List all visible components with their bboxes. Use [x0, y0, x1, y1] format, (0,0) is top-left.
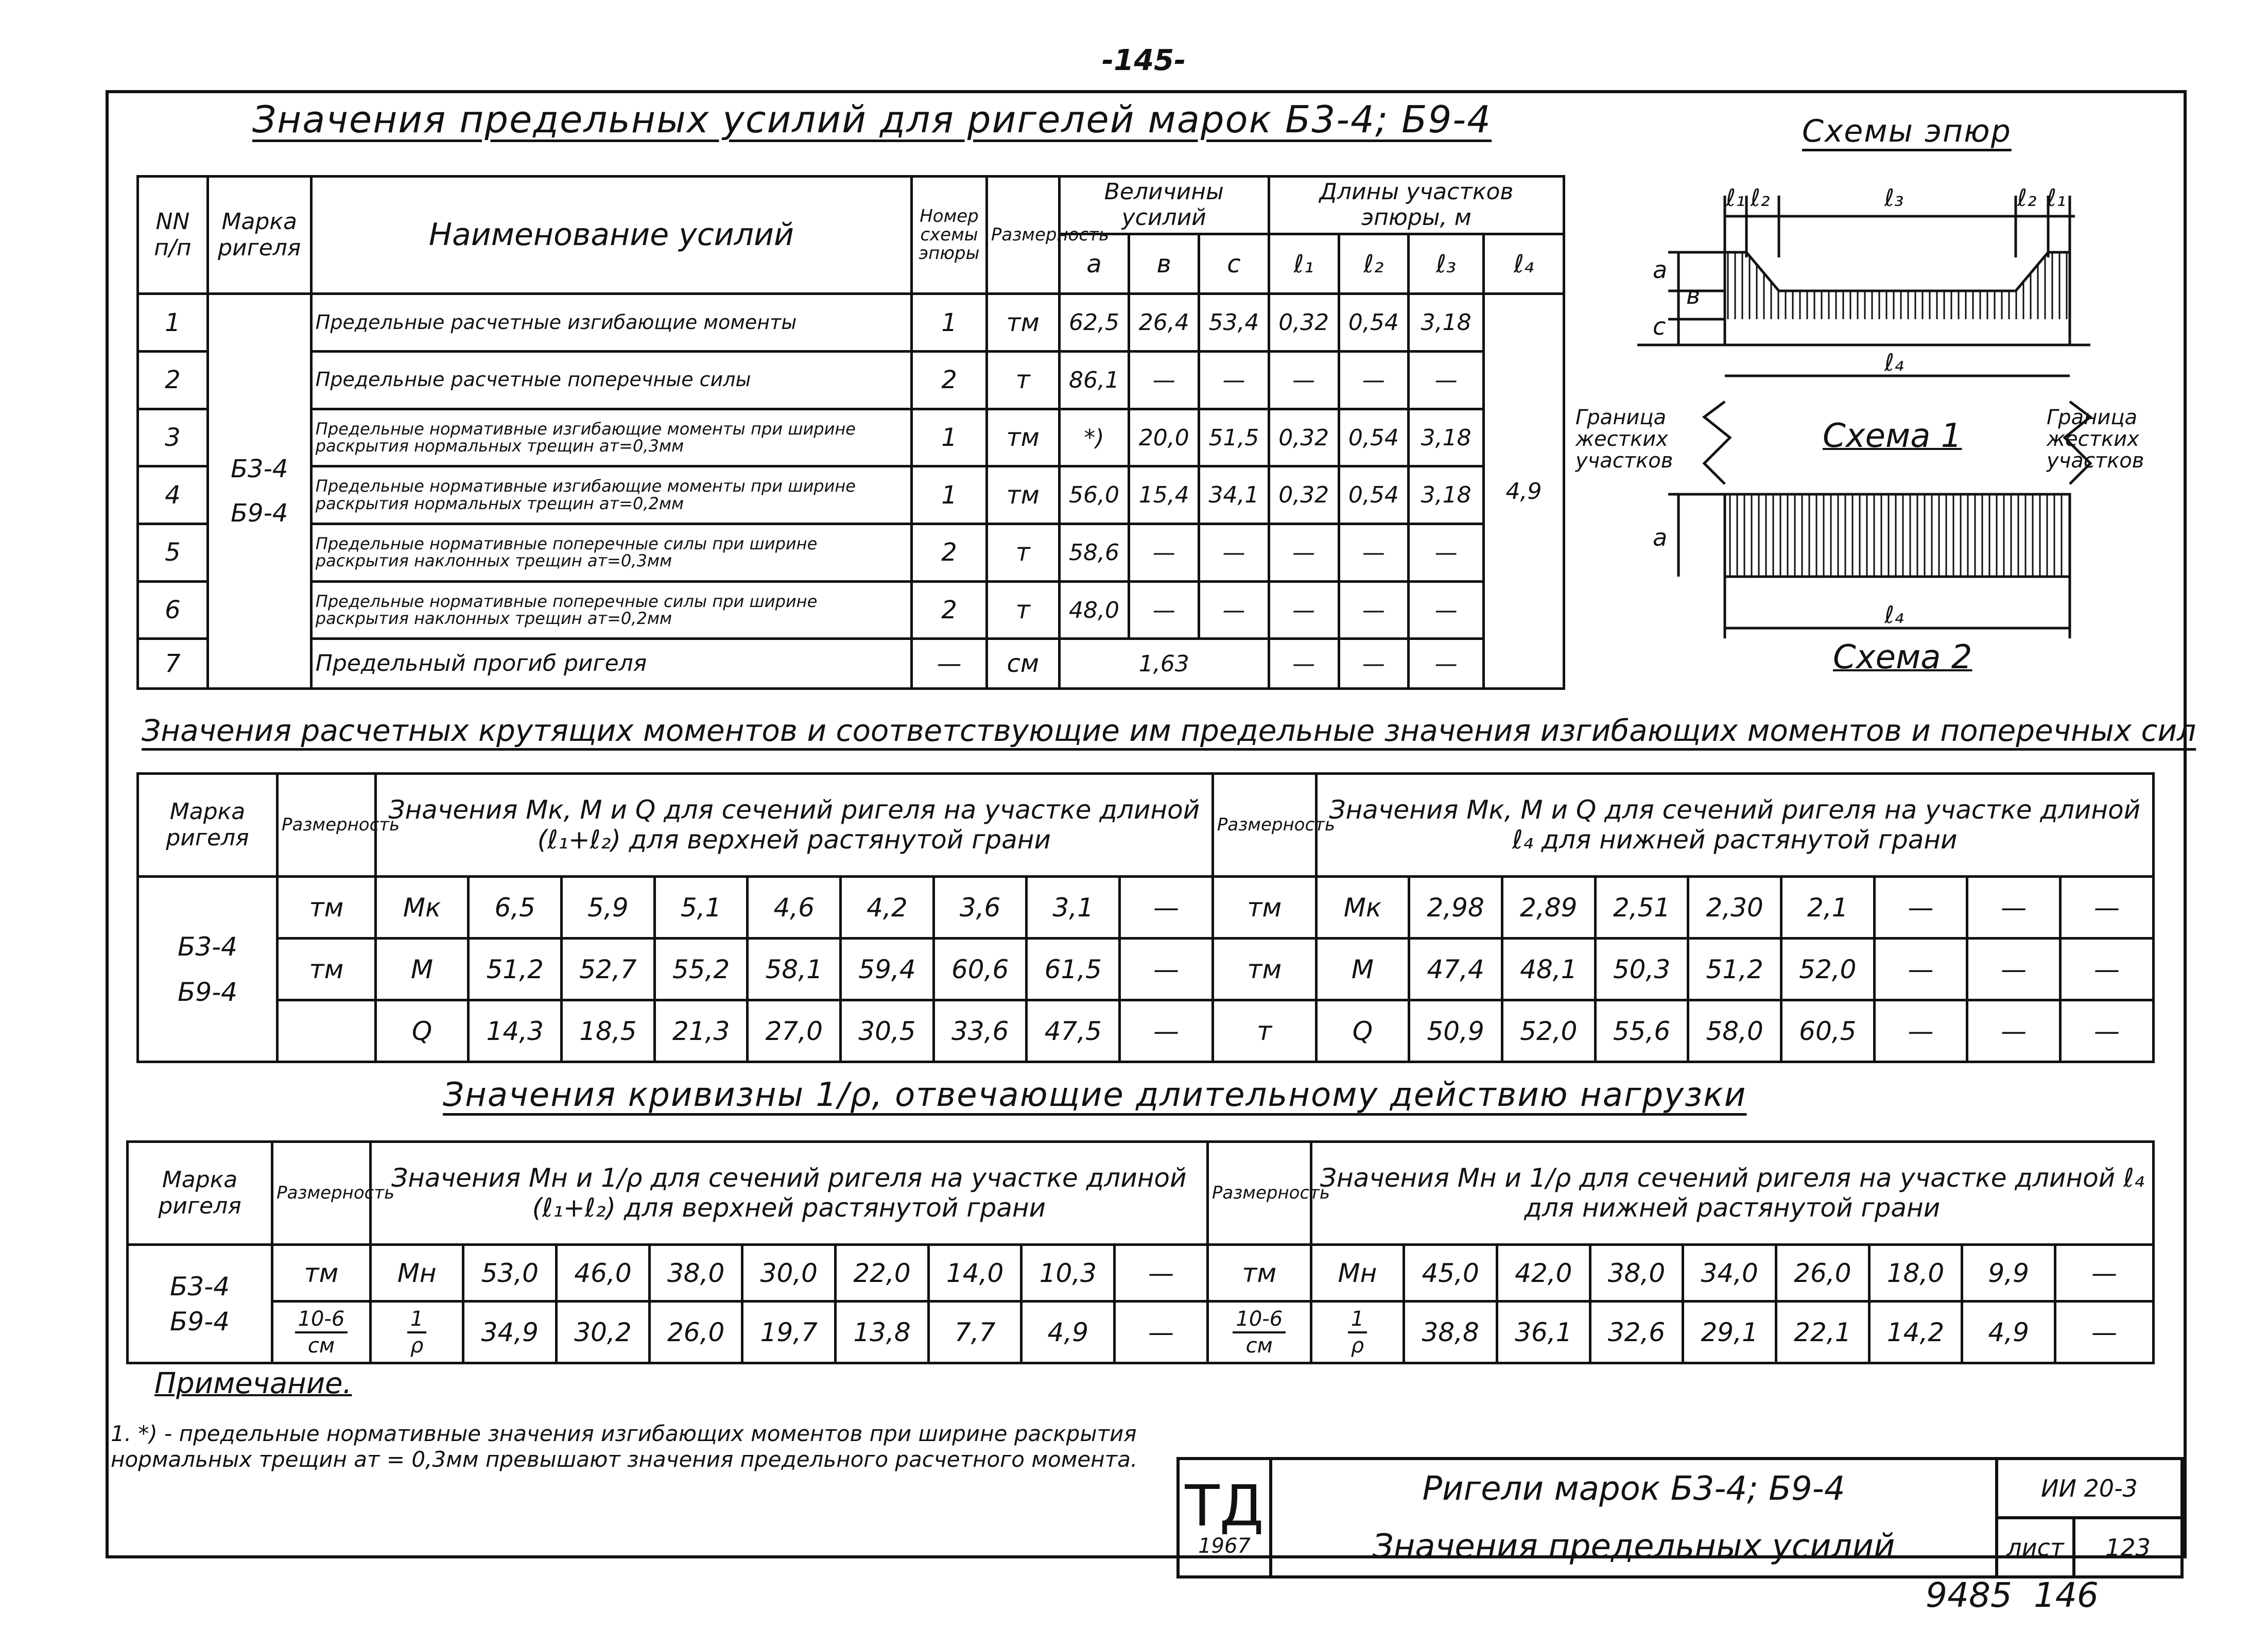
scheme-number: 2	[912, 352, 987, 409]
value-cell: 55,6	[1595, 1000, 1688, 1062]
unit-fraction	[1207, 1302, 1311, 1363]
value-cell: 29,1	[1683, 1302, 1776, 1363]
value-c: 51,5	[1199, 409, 1269, 466]
value-b: —	[1129, 581, 1199, 639]
sheet-label: лист	[1997, 1518, 2074, 1577]
value-cell: 30,2	[557, 1302, 650, 1363]
header-l1: ℓ₁	[1269, 234, 1339, 294]
label-a-scheme2: a	[1653, 524, 1668, 551]
row-number: 3	[138, 409, 208, 466]
symbol-denominator: ρ	[1351, 1333, 1364, 1358]
value-l1: 0,32	[1269, 294, 1339, 352]
torque-moments-table	[136, 772, 2155, 1063]
value-cell: 3,1	[1027, 877, 1120, 939]
header-unit: Размерность	[986, 177, 1059, 294]
value-cell: 6,5	[469, 877, 562, 939]
scheme-number: 2	[912, 581, 987, 639]
value-cell: 51,2	[1688, 939, 1781, 1000]
value-c: —	[1199, 581, 1269, 639]
value-cell: —	[1120, 877, 1213, 939]
header-marka: Марка ригеля	[207, 177, 311, 294]
value-cell: 48,1	[1502, 939, 1595, 1000]
value-l2: —	[1339, 524, 1409, 582]
symbol: Mн	[370, 1245, 463, 1302]
row-number: 1	[138, 294, 208, 352]
row-number: 6	[138, 581, 208, 639]
document-code: ИИ 20-3	[1997, 1459, 2182, 1518]
value-cell: 26,0	[1776, 1245, 1869, 1302]
value-cell: 33,6	[933, 1000, 1027, 1062]
value-cell: 51,2	[469, 939, 562, 1000]
value-cell: 14,2	[1869, 1302, 1962, 1363]
value-cell: 7,7	[928, 1302, 1022, 1363]
section1-title: Значения предельных усилий для ригелей марок Б3-4; Б9-4	[252, 98, 1492, 141]
header-left: Значения Mн и 1/ρ для сечений ригеля на участке длиной (ℓ₁+ℓ₂) для верхней растянутой грани	[370, 1142, 1207, 1245]
unit-numerator: 10-6	[295, 1309, 348, 1333]
table-row	[128, 1302, 2154, 1363]
header-right: Значения Mк, M и Q для сечений ригеля на участке длиной ℓ₄ для нижней растянутой грани	[1316, 774, 2153, 877]
marka-b9: Б9-4	[178, 977, 237, 1007]
value-l1: —	[1269, 524, 1339, 582]
symbol-numerator: 1	[1348, 1309, 1367, 1333]
value-cell: 2,1	[1781, 877, 1874, 939]
value-cell: 18,0	[1869, 1245, 1962, 1302]
header-lengths: Длины участков эпюры, м	[1269, 177, 1564, 234]
header-l2: ℓ₂	[1339, 234, 1409, 294]
value-cell: 9,9	[1962, 1245, 2055, 1302]
label-l2-right: ℓ₂	[2017, 184, 2037, 212]
page-number: -145-	[1102, 44, 1186, 77]
value-l3: 3,18	[1409, 294, 1484, 352]
value-cell: 30,5	[841, 1000, 934, 1062]
unit: тм	[272, 1245, 371, 1302]
label-a: a	[1653, 256, 1668, 284]
symbol: M	[375, 939, 469, 1000]
table-row	[138, 524, 1564, 582]
value-cell: 45,0	[1404, 1245, 1497, 1302]
value-cell: —	[1967, 877, 2061, 939]
value-cell: 52,0	[1502, 1000, 1595, 1062]
row-number: 2	[138, 352, 208, 409]
note-text: 1. *) - предельные нормативные значения изгибающих моментов при ширине раскрытия нормальных трещин aт = 0,3мм превышают значения предельного расчетного момента.	[111, 1421, 1138, 1472]
title-block	[1176, 1457, 2184, 1578]
section3-title: Значения кривизны 1/ρ, отвечающие длительному действию нагрузки	[443, 1076, 1747, 1114]
unit: т	[986, 524, 1059, 582]
marka-b3: Б3-4	[231, 455, 288, 484]
value-cell: 14,3	[469, 1000, 562, 1062]
unit-denominator: см	[1245, 1333, 1273, 1358]
force-name: Предельные расчетные поперечные силы	[311, 352, 911, 409]
value-cell: —	[1115, 1245, 1208, 1302]
value-cell: —	[2055, 1302, 2154, 1363]
unit: см	[986, 639, 1059, 689]
table-row	[138, 639, 1564, 689]
marka-cell	[138, 877, 278, 1062]
value-cell: 38,0	[649, 1245, 742, 1302]
value-cell: 46,0	[557, 1245, 650, 1302]
symbol: Q	[1316, 1000, 1409, 1062]
value-cell: 30,0	[742, 1245, 836, 1302]
diagrams-title: Схемы эпюр	[1802, 113, 2012, 149]
value-cell: —	[2055, 1245, 2154, 1302]
sheet-number: 123	[2074, 1518, 2182, 1577]
value-l2: —	[1339, 639, 1409, 689]
value-b: —	[1129, 352, 1199, 409]
unit: тм	[986, 294, 1059, 352]
value-l1: 0,32	[1269, 466, 1339, 524]
header-l3: ℓ₃	[1409, 234, 1484, 294]
value-c: —	[1199, 524, 1269, 582]
value-c: 53,4	[1199, 294, 1269, 352]
header-a: a	[1059, 234, 1129, 294]
value-cell: 22,0	[836, 1245, 929, 1302]
unit-numerator: 10-6	[1233, 1309, 1286, 1333]
symbol: Mн	[1311, 1245, 1404, 1302]
header-name: Наименование усилий	[311, 177, 911, 294]
marka-b3: Б3-4	[178, 931, 237, 962]
value-cell: 59,4	[841, 939, 934, 1000]
value-l1: —	[1269, 581, 1339, 639]
unit: тм	[278, 877, 376, 939]
value-cell: 58,1	[748, 939, 841, 1000]
value-l3: —	[1409, 639, 1484, 689]
value-cell: 34,0	[1683, 1245, 1776, 1302]
value-l1: —	[1269, 352, 1339, 409]
value-a: 48,0	[1059, 581, 1129, 639]
header-scheme: Номер схемы эпюры	[912, 177, 987, 294]
value-cell: 52,7	[562, 939, 655, 1000]
value-l2: 0,54	[1339, 466, 1409, 524]
force-name: Предельные нормативные поперечные силы при ширине раскрытия наклонных трещин aт=0,2мм	[311, 581, 911, 639]
value-l3: —	[1409, 524, 1484, 582]
value-cell: 32,6	[1590, 1302, 1683, 1363]
value-l3: 3,18	[1409, 466, 1484, 524]
header-c: c	[1199, 234, 1269, 294]
value-cell: 61,5	[1027, 939, 1120, 1000]
value-cell: 22,1	[1776, 1302, 1869, 1363]
value-c: —	[1199, 352, 1269, 409]
unit-fraction	[272, 1302, 371, 1363]
value-b: 15,4	[1129, 466, 1199, 524]
header-unit2: Размерность	[1213, 774, 1316, 877]
scheme-number: 2	[912, 524, 987, 582]
header-marka: Марка ригеля	[138, 774, 278, 877]
unit: т	[986, 581, 1059, 639]
symbol: Mк	[1316, 877, 1409, 939]
table-row	[138, 877, 2154, 939]
scheme-number: 1	[912, 466, 987, 524]
header-left: Значения Mк, M и Q для сечений ригеля на участке длиной (ℓ₁+ℓ₂) для верхней растянутой грани	[375, 774, 1213, 877]
label-l4: ℓ₄	[1884, 349, 1904, 376]
value-cell: 5,1	[654, 877, 748, 939]
label-l1: ℓ₁	[1726, 184, 1745, 212]
value-cell: 4,2	[841, 877, 934, 939]
force-name: Предельный прогиб ригеля	[311, 639, 911, 689]
value-cell: 14,0	[928, 1245, 1022, 1302]
value-l2: 0,54	[1339, 409, 1409, 466]
value-cell: —	[1874, 877, 1967, 939]
row-number: 7	[138, 639, 208, 689]
table-row	[138, 294, 1564, 352]
value-a: 86,1	[1059, 352, 1129, 409]
symbol: Mк	[375, 877, 469, 939]
value-cell: 10,3	[1022, 1245, 1115, 1302]
marka-b9: Б9-4	[170, 1306, 230, 1337]
header-unit2: Размерность	[1207, 1142, 1311, 1245]
value-cell: 47,5	[1027, 1000, 1120, 1062]
value-cell: —	[1120, 939, 1213, 1000]
rigid-border-right-label: Граница жестких участков	[2047, 406, 2144, 473]
value-cell: 55,2	[654, 939, 748, 1000]
value-cell: 3,6	[933, 877, 1027, 939]
value-b: 20,0	[1129, 409, 1199, 466]
value-l3: —	[1409, 352, 1484, 409]
value-b: 26,4	[1129, 294, 1199, 352]
limit-forces-table	[136, 175, 1565, 690]
value-a: 58,6	[1059, 524, 1129, 582]
value-cell: —	[1874, 939, 1967, 1000]
header-l4: ℓ₄	[1484, 234, 1564, 294]
value-l3: —	[1409, 581, 1484, 639]
value-l3: 3,18	[1409, 409, 1484, 466]
value-cell: 34,9	[463, 1302, 557, 1363]
value-cell: 60,5	[1781, 1000, 1874, 1062]
table-row	[138, 939, 2154, 1000]
header-marka: Марка ригеля	[128, 1142, 272, 1245]
value-cell: —	[2061, 939, 2154, 1000]
row-number: 5	[138, 524, 208, 582]
header-unit: Размерность	[272, 1142, 371, 1245]
value-cell: —	[1874, 1000, 1967, 1062]
unit: тм	[1207, 1245, 1311, 1302]
symbol-denominator: ρ	[410, 1333, 424, 1358]
force-name: Предельные нормативные поперечные силы при ширине раскрытия наклонных трещин aт=0,3мм	[311, 524, 911, 582]
scheme-number: 1	[912, 294, 987, 352]
scheme1-label: Схема 1	[1823, 417, 1962, 455]
value-a: 56,0	[1059, 466, 1129, 524]
unit-denominator: см	[307, 1333, 335, 1358]
note-title: Примечание.	[154, 1367, 352, 1400]
value-cell: 50,3	[1595, 939, 1688, 1000]
unit: т	[986, 352, 1059, 409]
stamp-year: 1967	[1198, 1534, 1251, 1558]
value-cell: 13,8	[836, 1302, 929, 1363]
header-unit: Размерность	[278, 774, 376, 877]
value-l2: —	[1339, 581, 1409, 639]
value-cell: —	[1967, 1000, 2061, 1062]
value-cell: 38,0	[1590, 1245, 1683, 1302]
value-cell: 4,9	[1022, 1302, 1115, 1363]
value-l2: —	[1339, 352, 1409, 409]
symbol-fraction	[370, 1302, 463, 1363]
value-cell: 50,9	[1409, 1000, 1502, 1062]
table-row	[138, 1000, 2154, 1062]
curvature-table	[126, 1140, 2155, 1364]
value-l1: 0,32	[1269, 409, 1339, 466]
unit: тм	[986, 409, 1059, 466]
label-l1-right: ℓ₁	[2047, 184, 2066, 212]
table-row	[128, 1245, 2154, 1302]
value-a: 62,5	[1059, 294, 1129, 352]
marka-b9: Б9-4	[231, 499, 288, 528]
value-cell: 2,89	[1502, 877, 1595, 939]
unit: тм	[278, 939, 376, 1000]
marka-cell	[207, 294, 311, 689]
td-logo: ТД	[1185, 1473, 1264, 1539]
header-nn: NN п/п	[138, 177, 208, 294]
value-cell: 38,8	[1404, 1302, 1497, 1363]
stamp-title: Ригели марок Б3-4; Б9-4	[1271, 1459, 1997, 1518]
symbol: M	[1316, 939, 1409, 1000]
rigid-border-left-label: Граница жестких участков	[1576, 406, 1673, 473]
label-l4-scheme2: ℓ₄	[1884, 601, 1904, 629]
value-l4: 4,9	[1484, 294, 1564, 689]
value-cell: —	[2061, 877, 2154, 939]
value-cell: 2,51	[1595, 877, 1688, 939]
section2-title: Значения расчетных крутящих моментов и соответствующие им предельные значения изгибающих моментов и поперечных сил	[142, 713, 2196, 748]
force-name: Предельные нормативные изгибающие моменты при ширине раскрытия нормальных трещин aт=0,3мм	[311, 409, 911, 466]
value-cell: 2,98	[1409, 877, 1502, 939]
value-cell: 26,0	[649, 1302, 742, 1363]
table-row	[138, 581, 1564, 639]
value-b: —	[1129, 524, 1199, 582]
label-b: в	[1686, 282, 1701, 309]
stamp-subtitle: Значения предельных усилий	[1271, 1518, 1997, 1577]
unit: тм	[1213, 877, 1316, 939]
value-cell: —	[1115, 1302, 1208, 1363]
archive-number: 9485 146	[1926, 1575, 2099, 1615]
value-cell: —	[2061, 1000, 2154, 1062]
symbol-fraction	[1311, 1302, 1404, 1363]
value-deflection: 1,63	[1059, 639, 1269, 689]
scheme-number: —	[912, 639, 987, 689]
unit: т	[1213, 1000, 1316, 1062]
value-cell: 18,5	[562, 1000, 655, 1062]
value-cell: 21,3	[654, 1000, 748, 1062]
value-cell: 4,9	[1962, 1302, 2055, 1363]
marka-cell	[128, 1245, 272, 1363]
value-cell: —	[1120, 1000, 1213, 1062]
value-cell: 4,6	[748, 877, 841, 939]
value-cell: 52,0	[1781, 939, 1874, 1000]
value-cell: 19,7	[742, 1302, 836, 1363]
value-l1: —	[1269, 639, 1339, 689]
value-cell: 60,6	[933, 939, 1027, 1000]
unit	[278, 1000, 376, 1062]
logo-cell	[1178, 1459, 1271, 1577]
value-cell: 27,0	[748, 1000, 841, 1062]
value-cell: 58,0	[1688, 1000, 1781, 1062]
header-right: Значения Mн и 1/ρ для сечений ригеля на участке длиной ℓ₄ для нижней растянутой грани	[1311, 1142, 2153, 1245]
force-name: Предельные расчетные изгибающие моменты	[311, 294, 911, 352]
value-cell: 36,1	[1497, 1302, 1590, 1363]
value-cell: 2,30	[1688, 877, 1781, 939]
force-name: Предельные нормативные изгибающие моменты при ширине раскрытия нормальных трещин aт=0,2мм	[311, 466, 911, 524]
value-cell: —	[1967, 939, 2061, 1000]
value-a: *)	[1059, 409, 1129, 466]
table-row	[138, 466, 1564, 524]
value-cell: 53,0	[463, 1245, 557, 1302]
value-cell: 5,9	[562, 877, 655, 939]
value-cell: 47,4	[1409, 939, 1502, 1000]
unit: тм	[1213, 939, 1316, 1000]
header-values: Величины усилий	[1059, 177, 1269, 234]
value-cell: 42,0	[1497, 1245, 1590, 1302]
value-c: 34,1	[1199, 466, 1269, 524]
row-number: 4	[138, 466, 208, 524]
label-l3: ℓ₃	[1884, 184, 1904, 212]
table-row	[138, 352, 1564, 409]
label-l2: ℓ₂	[1751, 184, 1770, 212]
scheme2-label: Схема 2	[1833, 638, 1972, 676]
symbol-numerator: 1	[407, 1309, 426, 1333]
table-row	[138, 409, 1564, 466]
value-l2: 0,54	[1339, 294, 1409, 352]
symbol: Q	[375, 1000, 469, 1062]
scheme-number: 1	[912, 409, 987, 466]
unit: тм	[986, 466, 1059, 524]
header-b: в	[1129, 234, 1199, 294]
label-c: c	[1653, 313, 1666, 340]
marka-b3: Б3-4	[170, 1271, 230, 1302]
